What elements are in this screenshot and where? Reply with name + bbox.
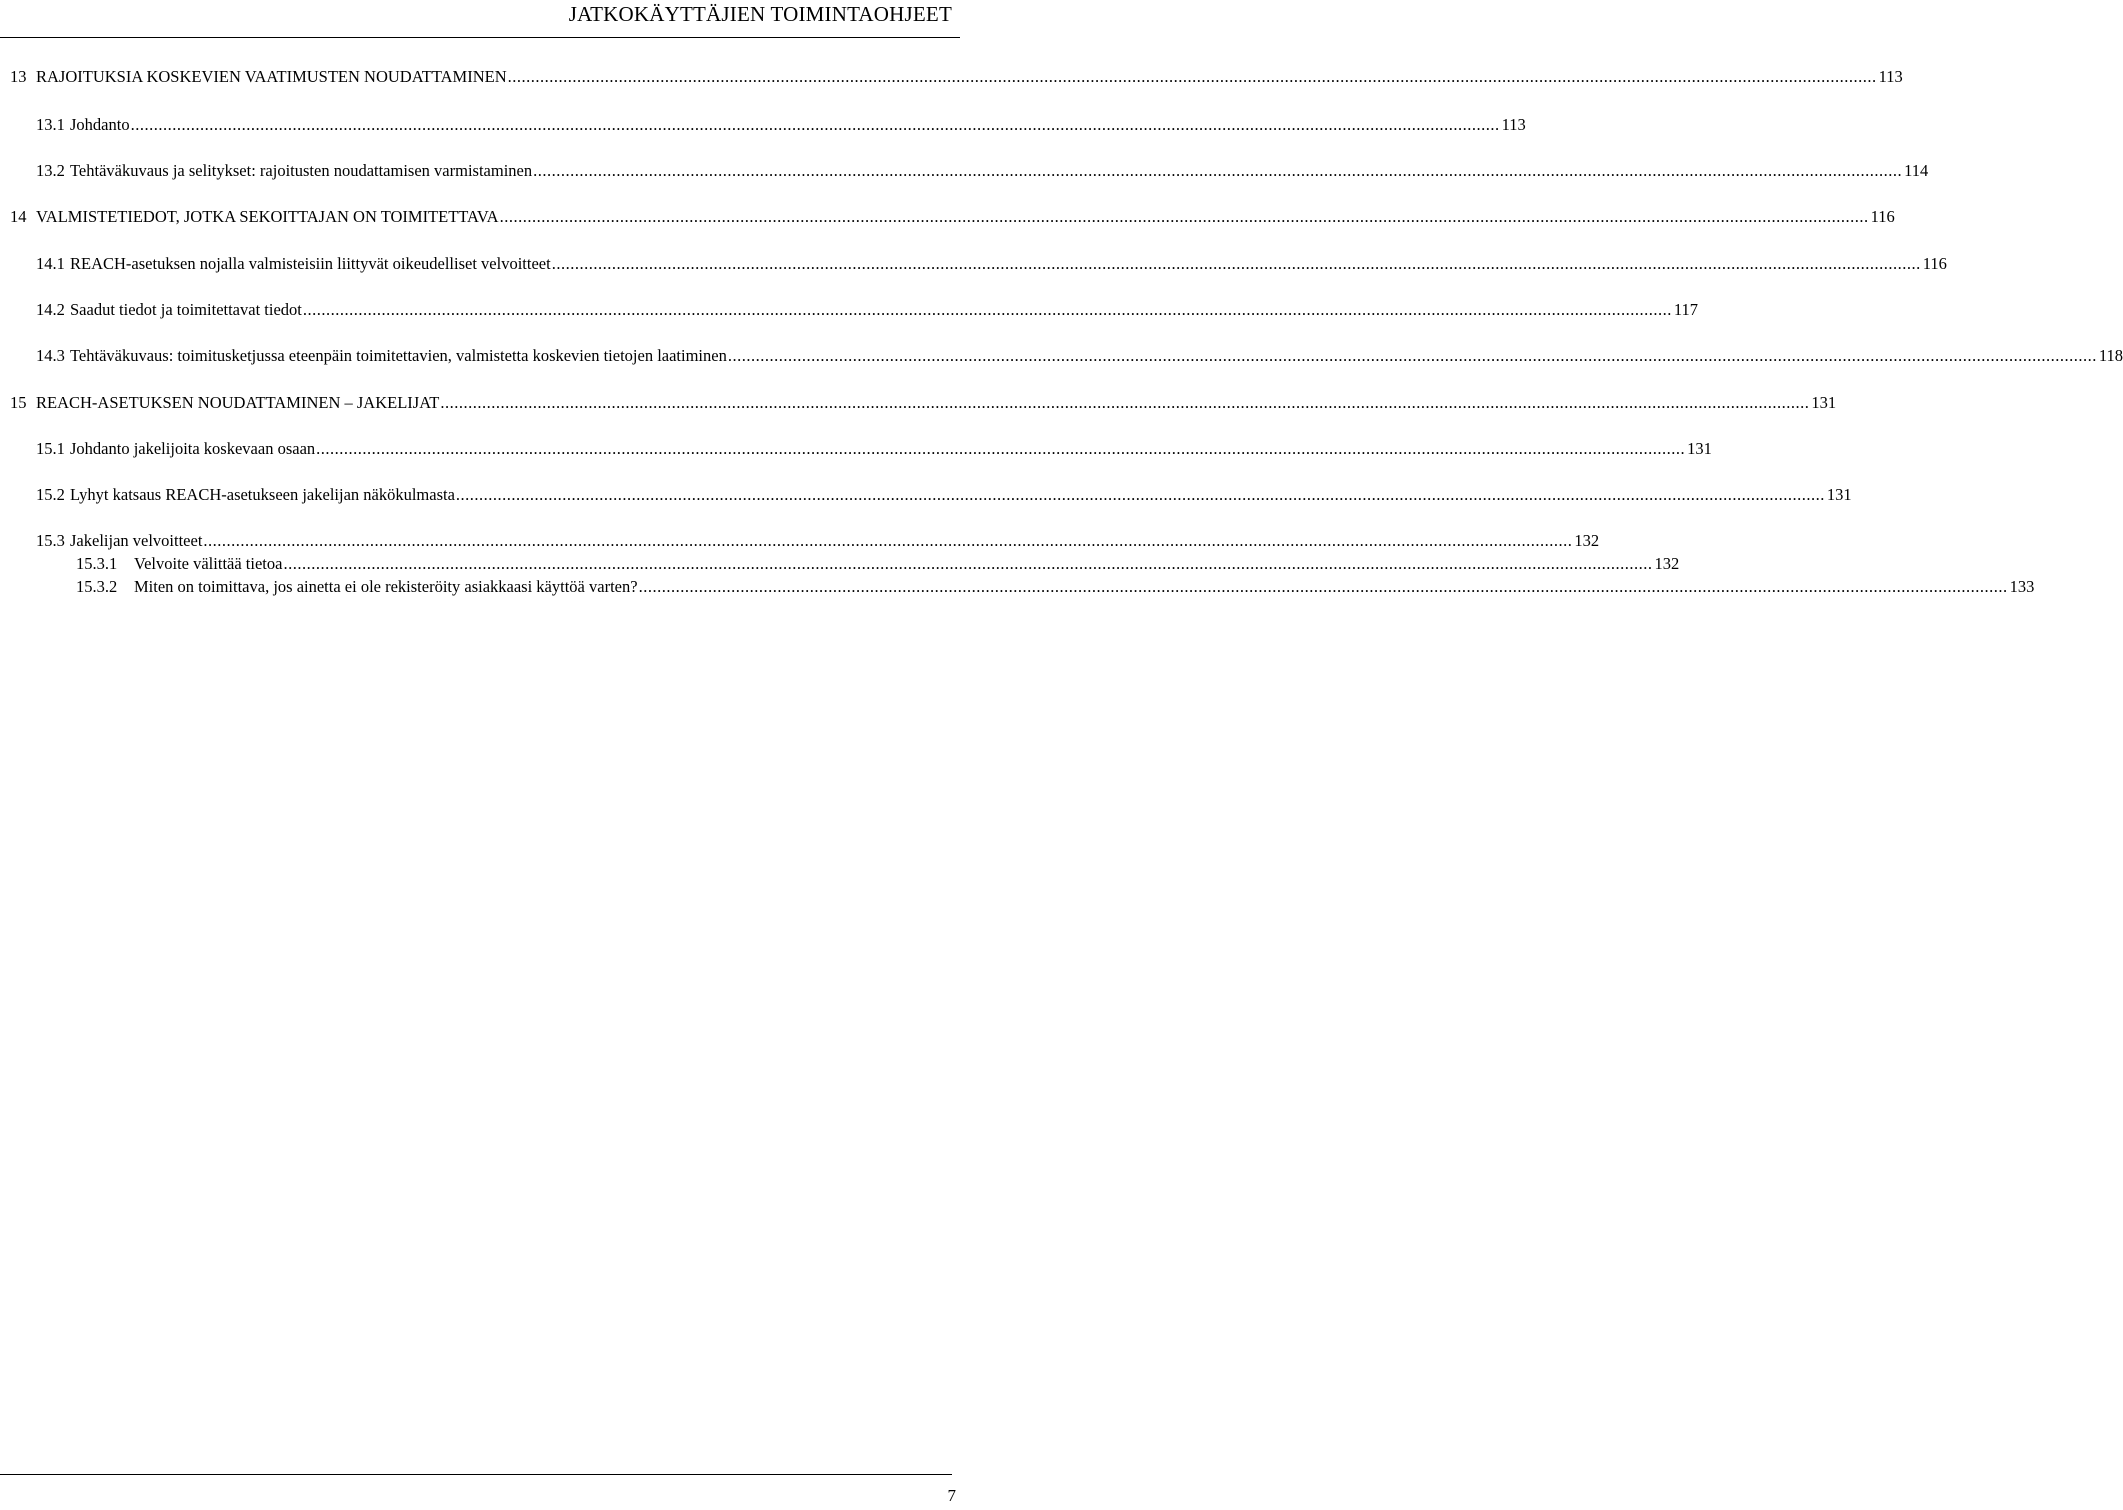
toc-entry[interactable] bbox=[36, 253, 1947, 275]
toc-entry-title: REACH-ASETUKSEN NOUDATTAMINEN – JAKELIJAT bbox=[36, 393, 440, 412]
toc-entry[interactable] bbox=[76, 576, 2035, 598]
toc-entry-title: Johdanto bbox=[70, 115, 130, 134]
toc-entry[interactable] bbox=[36, 484, 1852, 506]
toc-entry-page: 131 bbox=[1826, 485, 1852, 504]
toc-entry-number: 15.3.1 bbox=[76, 554, 118, 573]
toc-dot-leader bbox=[639, 576, 2008, 598]
toc-dot-leader bbox=[728, 345, 2097, 367]
toc-entry-page: 132 bbox=[1574, 531, 1600, 550]
toc-entry-number: 13.2 bbox=[36, 161, 65, 180]
toc-entry-number: 13.1 bbox=[36, 115, 65, 134]
toc-entry[interactable] bbox=[10, 392, 1837, 414]
toc-entry-page: 113 bbox=[1501, 115, 1526, 134]
toc-entry-title: Velvoite välittää tietoa bbox=[134, 554, 283, 573]
toc-dot-leader bbox=[440, 392, 1809, 414]
toc-dot-leader bbox=[303, 299, 1672, 321]
toc-entry-title: Johdanto jakelijoita koskevaan osaan bbox=[70, 439, 316, 458]
toc-entry-title: Saadut tiedot ja toimitettavat tiedot bbox=[70, 300, 302, 319]
toc-entry-page: 116 bbox=[1870, 207, 1895, 226]
toc-dot-leader bbox=[316, 438, 1685, 460]
toc-dot-leader bbox=[500, 206, 1869, 228]
toc-entry-title: Tehtäväkuvaus ja selitykset: rajoitusten noudattamisen varmistaminen bbox=[70, 161, 533, 180]
toc-dot-leader bbox=[131, 114, 1500, 136]
toc-entry-number: 15.2 bbox=[36, 485, 65, 504]
toc-entry-number: 14.2 bbox=[36, 300, 65, 319]
toc-entry-page: 131 bbox=[1687, 439, 1712, 458]
toc-entry-number: 15 bbox=[10, 393, 27, 412]
toc-entry-title: Tehtäväkuvaus: toimitusketjussa eteenpäin toimitettavien, valmistetta koskevien tietojen laatiminen bbox=[70, 346, 727, 365]
toc-entry-number: 13 bbox=[10, 67, 27, 86]
toc-dot-leader bbox=[203, 530, 1572, 552]
toc-entry-page: 117 bbox=[1673, 300, 1699, 319]
toc-entry[interactable] bbox=[10, 206, 1895, 228]
toc-entry-title: Miten on toimittava, jos ainetta ei ole rekisteröity asiakkaasi käyttöä varten? bbox=[134, 577, 638, 596]
toc-entry-page: 116 bbox=[1922, 254, 1947, 273]
toc-entry-number: 14.3 bbox=[36, 346, 65, 365]
toc-entry-page: 132 bbox=[1654, 554, 1680, 573]
toc-entry[interactable] bbox=[36, 114, 1526, 136]
toc-dot-leader bbox=[533, 160, 1902, 182]
toc-entry-number: 14 bbox=[10, 207, 27, 226]
toc-entry[interactable] bbox=[36, 345, 2123, 367]
toc-entry[interactable] bbox=[36, 299, 1699, 321]
page-number: 7 bbox=[947, 1486, 956, 1505]
toc-entry-page: 114 bbox=[1904, 161, 1929, 180]
toc-entry[interactable] bbox=[36, 530, 1600, 552]
toc-entry-number: 15.3 bbox=[36, 531, 65, 550]
toc-dot-leader bbox=[508, 66, 1877, 88]
toc-entry-page: 118 bbox=[2098, 346, 2123, 365]
toc-entry-page: 131 bbox=[1811, 393, 1837, 412]
toc-entry-title: REACH-asetuksen nojalla valmisteisiin liittyvät oikeudelliset velvoitteet bbox=[70, 254, 551, 273]
toc-entry-number: 15.1 bbox=[36, 439, 65, 458]
toc-entry[interactable] bbox=[76, 553, 1680, 575]
toc-entry-title: VALMISTETIEDOT, JOTKA SEKOITTAJAN ON TOIMITETTAVA bbox=[36, 207, 499, 226]
toc-entry-number: 15.3.2 bbox=[76, 577, 118, 596]
toc-entry[interactable] bbox=[36, 160, 1929, 182]
running-header: JATKOKÄYTTÄJIEN TOIMINTAOHJEET bbox=[568, 2, 952, 26]
toc-entry-title: Jakelijan velvoitteet bbox=[70, 531, 203, 550]
toc-entry[interactable] bbox=[36, 438, 1712, 460]
toc-dot-leader bbox=[456, 484, 1825, 506]
toc-entry-page: 113 bbox=[1878, 67, 1903, 86]
header-divider bbox=[0, 37, 960, 38]
toc-entry-title: Lyhyt katsaus REACH-asetukseen jakelijan näkökulmasta bbox=[70, 485, 455, 504]
toc-entry-number: 14.1 bbox=[36, 254, 65, 273]
toc-dot-leader bbox=[283, 553, 1652, 575]
toc-entry[interactable] bbox=[10, 66, 1903, 88]
toc-dot-leader bbox=[552, 253, 1921, 275]
toc-entry-title: RAJOITUKSIA KOSKEVIEN VAATIMUSTEN NOUDATTAMINEN bbox=[36, 67, 507, 86]
footer-divider bbox=[0, 1474, 952, 1475]
toc-entry-page: 133 bbox=[2009, 577, 2035, 596]
